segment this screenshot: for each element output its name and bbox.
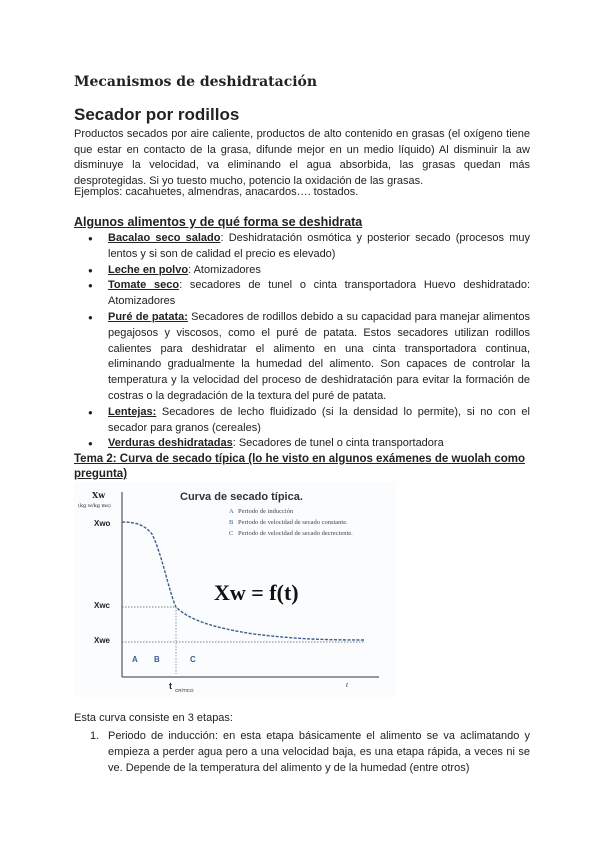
legend-key: C <box>229 530 234 537</box>
x-axis-label: t <box>346 681 348 689</box>
legend-entry: Periodo de inducción <box>238 508 294 515</box>
item-term: Verduras deshidratadas <box>108 437 233 450</box>
tcrit-label: t <box>169 681 172 691</box>
section-paragraph: Productos secados por aire caliente, productos de alto contenido en grasas (el oxígeno tiene que estar en contacto de la grasa, difunde mejor en un medio líquido) Al disminuir la aw disminuye la velocidad, va eliminando el agua absorbida, las grasas quedan más desprotegidas. Si yo tuesto mucho, potencio la oxidación de las grasas. <box>74 128 530 187</box>
steps-intro: Esta curva consiste en 3 etapas: <box>74 712 233 724</box>
list-item <box>86 405 530 437</box>
legend-entry: Periodo de velocidad de secado constante. <box>238 519 348 526</box>
examples-line: Ejemplos: cacahuetes, almendras, anacardos…. tostados. <box>74 186 359 198</box>
food-list <box>86 231 530 452</box>
drying-curve-figure <box>74 482 396 697</box>
list-item <box>86 231 530 263</box>
item-text: : Secadores de tunel o cinta transportadora <box>232 437 444 450</box>
list-item <box>74 728 530 776</box>
item-term: Puré de patata: <box>108 310 188 323</box>
step-text: Periodo de inducción: en esta etapa básicamente el alimento se va aclimatando y empieza a perder agua pero a una velocidad baja, es una etapa rápida, a veces ni se ve. Depende de la temperatura del alimento y de la humedad (entre otros) <box>108 730 530 774</box>
subsection-heading: Algunos alimentos y de qué forma se deshidrata <box>74 215 363 229</box>
y-axis-label: Xw <box>92 490 106 500</box>
tick-xwc: Xwc <box>94 601 111 610</box>
phase-label-c: C <box>190 655 196 664</box>
item-text: : Atomizadores <box>188 263 261 276</box>
tick-xwe: Xwe <box>94 636 111 645</box>
list-item <box>86 436 530 452</box>
phase-label-b: B <box>154 655 160 664</box>
legend-key: A <box>229 508 234 515</box>
phase-label-a: A <box>132 655 138 664</box>
tema-heading: Tema 2: Curva de secado típica (lo he visto en algunos exámenes de wuolah como pregunta) <box>74 453 525 480</box>
item-text: Secadores de rodillos debido a su capacidad para manejar alimentos pegajosos y viscosos, como el puré de patata. Estos secadores utilizan rodillos calientes para deshidratar el alimento en una cinta transportadora continua, eliminando gradualmente la humedad del alimento. Son capaces de controlar la temperatura y la velocidad del proceso de deshidratación para evitar la formación de costras o la degradación de la textura del puré de patata. <box>108 310 530 402</box>
legend-entry: Periodo de velocidad de secado decreciente. <box>238 530 353 537</box>
legend-key: B <box>229 519 234 526</box>
formula: Xw = f(t) <box>214 580 299 605</box>
item-term: Bacalao seco salado <box>108 232 221 244</box>
item-text: : secadores de tunel o cinta transportadora Huevo deshidratado: Atomizadores <box>108 279 531 308</box>
item-term: Tomate seco <box>108 279 180 292</box>
tcrit-subscript: CRÍTICO <box>175 688 194 693</box>
tick-xwo: Xwo <box>94 519 111 528</box>
step-number: 1. <box>90 730 100 742</box>
item-text: Secadores de lecho fluidizado (si la densidad lo permite), si no con el secador para granos (cereales) <box>108 405 530 434</box>
item-text: : Deshidratación osmótica y posterior secado (procesos muy lentos y si son de calidad el precio es elevado) <box>108 232 530 260</box>
y-axis-unit: (kg w/kg ms) <box>78 503 111 509</box>
figure-title: Curva de secado típica. <box>180 491 303 503</box>
section-heading: Secador por rodillos <box>74 105 240 124</box>
item-term: Lentejas: <box>108 405 157 418</box>
document-title: Mecanismos de deshidratación <box>74 74 318 90</box>
list-item <box>86 278 530 310</box>
list-item <box>86 310 530 405</box>
list-item <box>86 263 530 279</box>
item-term: Leche en polvo <box>108 263 189 276</box>
steps-list <box>74 728 530 776</box>
